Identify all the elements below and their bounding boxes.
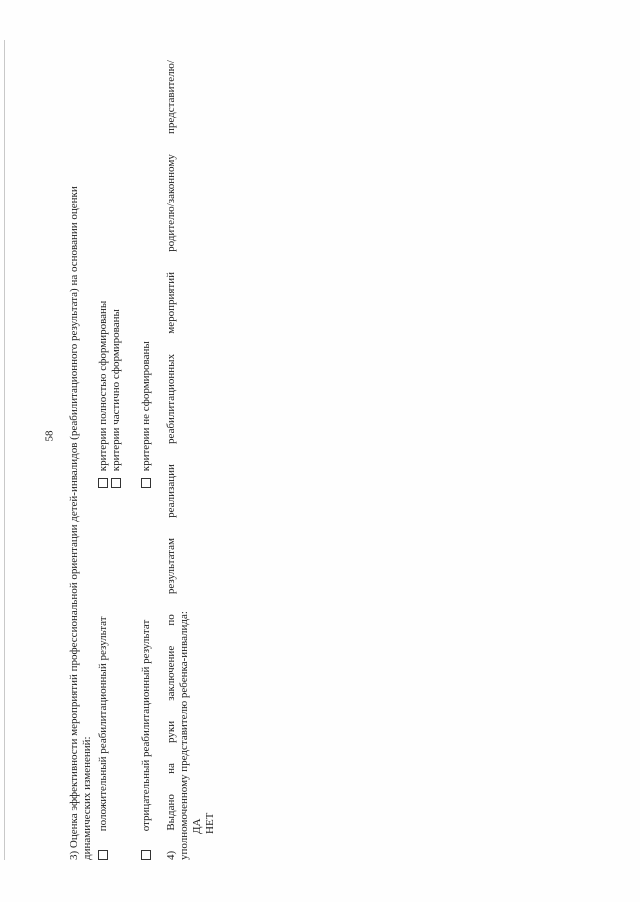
s4-word: по — [165, 614, 177, 626]
positive-result-label: положительный реабилитационный результат — [97, 616, 109, 832]
s4-word: мероприятий — [165, 272, 177, 334]
page-number: 58 — [43, 430, 56, 442]
criteria-none-label: критерии не сформированы — [140, 341, 152, 472]
checkbox-criteria-full[interactable] — [98, 478, 108, 488]
checkbox-positive-result[interactable] — [98, 850, 108, 860]
s4-word: реабилитационных — [165, 353, 177, 444]
answer-no[interactable]: НЕТ — [204, 812, 216, 834]
negative-result-label: отрицательный реабилитационный результат — [140, 619, 152, 832]
answer-yes[interactable]: ДА — [191, 818, 203, 834]
section3-heading-line1: 3) Оценка эффективности мероприятий профессиональной ориентации детей-инвалидов (реабилитационного результата) на основании оценки — [68, 186, 80, 860]
s4-word: на — [165, 763, 177, 774]
section4-heading-line1 — [165, 60, 178, 860]
checkbox-criteria-partial[interactable] — [111, 478, 121, 488]
positive-result-row — [97, 616, 110, 860]
rotated-content — [66, 20, 216, 860]
section3-heading-line2: динамических изменений: — [81, 736, 93, 860]
positive-option-partial — [110, 309, 123, 488]
criteria-full-label: критерии полностью сформированы — [97, 300, 109, 472]
criteria-partial-label: критерии частично сформированы — [110, 309, 122, 472]
checkbox-criteria-none[interactable] — [141, 478, 151, 488]
positive-option-full — [97, 301, 110, 488]
s4-word: руки — [165, 720, 177, 743]
s4-word: Выдано — [165, 794, 177, 831]
scan-edge-line — [4, 40, 5, 860]
section4-heading-line2: уполномоченному представителю ребенка-инвалида: — [178, 611, 190, 860]
s4-word: 4) — [165, 850, 177, 860]
negative-result-row — [140, 620, 153, 860]
checkbox-negative-result[interactable] — [141, 850, 151, 860]
s4-word: результатам — [165, 538, 177, 595]
s4-word: заключение — [165, 645, 177, 701]
s4-word: реализации — [165, 464, 177, 518]
s4-word: представителю/ — [165, 60, 177, 135]
negative-option-none — [140, 341, 153, 488]
s4-word: родителю/законному — [165, 154, 177, 252]
